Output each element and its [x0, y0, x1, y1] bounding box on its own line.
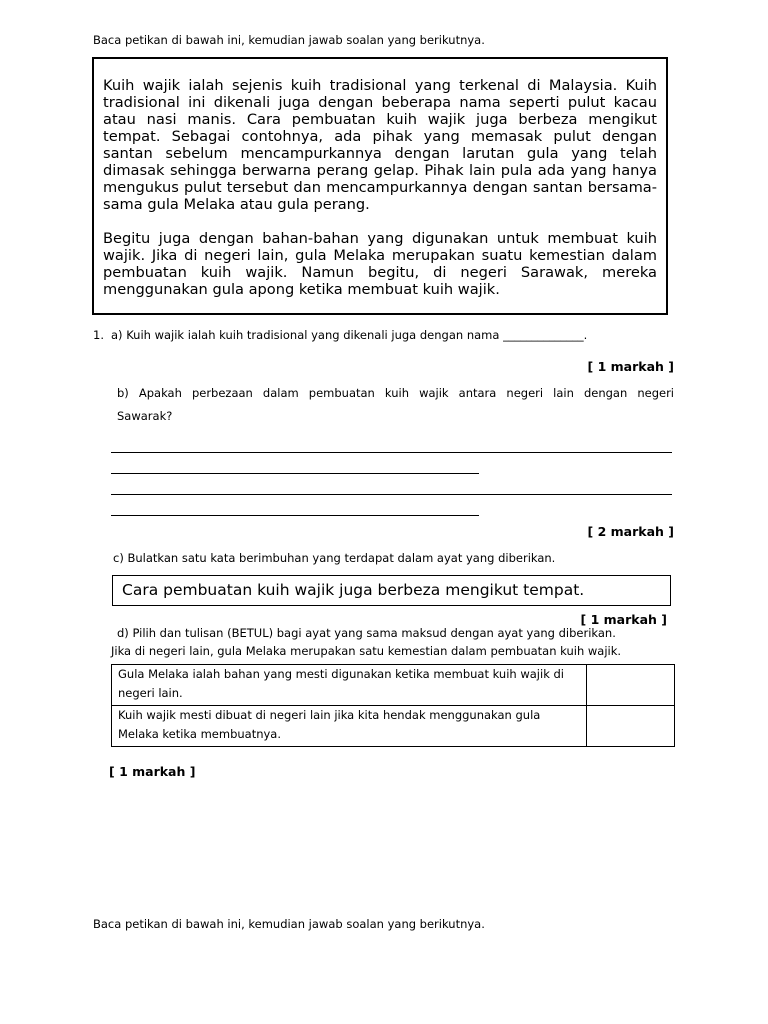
answer-cell[interactable] [587, 665, 675, 706]
question-c-text: c) Bulatkan satu kata berimbuhan yang terdapat dalam ayat yang diberikan. [113, 551, 556, 565]
table-row [112, 706, 675, 747]
question-a-text: a) Kuih wajik ialah kuih tradisional yang dikenali juga dengan nama ______________. [111, 328, 588, 342]
question-b-line1: b) Apakah perbezaan dalam pembuatan kuih wajik antara negeri lain dengan negeri [117, 386, 674, 400]
question-b-markah: [ 2 markah ] [587, 524, 674, 539]
question-c-sentence-box[interactable]: Cara pembuatan kuih wajik juga berbeza mengikut tempat. [112, 575, 671, 606]
passage-paragraph-2: Begitu juga dengan bahan-bahan yang digunakan untuk membuat kuih wajik. Jika di negeri lain, gula Melaka merupakan suatu kemestian dalam pembuatan kuih wajik. Namun begitu, di negeri Sarawak, mereka menggunakan gula apong ketika membuat kuih wajik. [103, 230, 657, 298]
option-text: Gula Melaka ialah bahan yang mesti digunakan ketika membuat kuih wajik di negeri lain. [112, 665, 587, 706]
passage-box [92, 57, 668, 315]
instruction-bottom: Baca petikan di bawah ini, kemudian jawab soalan yang berikutnya. [93, 917, 485, 931]
question-d-text: d) Pilih dan tulisan (BETUL) bagi ayat yang sama maksud dengan ayat yang diberikan. [117, 626, 616, 640]
question-b-line2: Sawarak? [117, 409, 173, 423]
question-number: 1. [93, 328, 104, 342]
instruction-top: Baca petikan di bawah ini, kemudian jawab soalan yang berikutnya. [93, 33, 485, 47]
option-text: Kuih wajik mesti dibuat di negeri lain jika kita hendak menggunakan gula Melaka ketika membuatnya. [112, 706, 587, 747]
passage-paragraph-1: Kuih wajik ialah sejenis kuih tradisional yang terkenal di Malaysia. Kuih tradisional ini dikenali juga dengan beberapa nama seperti pulut kacau atau nasi manis. Cara pembuatan kuih wajik juga berbeza mengikut tempat. Sebagai contohnya, ada pihak yang memasak pulut dengan santan sebelum mencampurkannya dengan larutan gula yang telah dimasak sehingga berwarna perang gelap. Pihak lain pula ada yang hanya mengukus pulut tersebut dan mencampurkannya dengan santan bersama-sama gula Melaka atau gula perang. [103, 77, 657, 213]
answer-line-3[interactable] [111, 494, 672, 495]
question-d-markah: [ 1 markah ] [109, 764, 196, 779]
question-c-markah: [ 1 markah ] [580, 612, 667, 627]
answer-line-2[interactable] [111, 473, 479, 474]
answer-line-1[interactable] [111, 452, 672, 453]
answer-cell[interactable] [587, 706, 675, 747]
table-row [112, 665, 675, 706]
question-a-markah: [ 1 markah ] [587, 359, 674, 374]
question-d-table [111, 664, 675, 747]
question-d-given: Jika di negeri lain, gula Melaka merupakan satu kemestian dalam pembuatan kuih wajik. [111, 644, 622, 658]
answer-line-4[interactable] [111, 515, 479, 516]
